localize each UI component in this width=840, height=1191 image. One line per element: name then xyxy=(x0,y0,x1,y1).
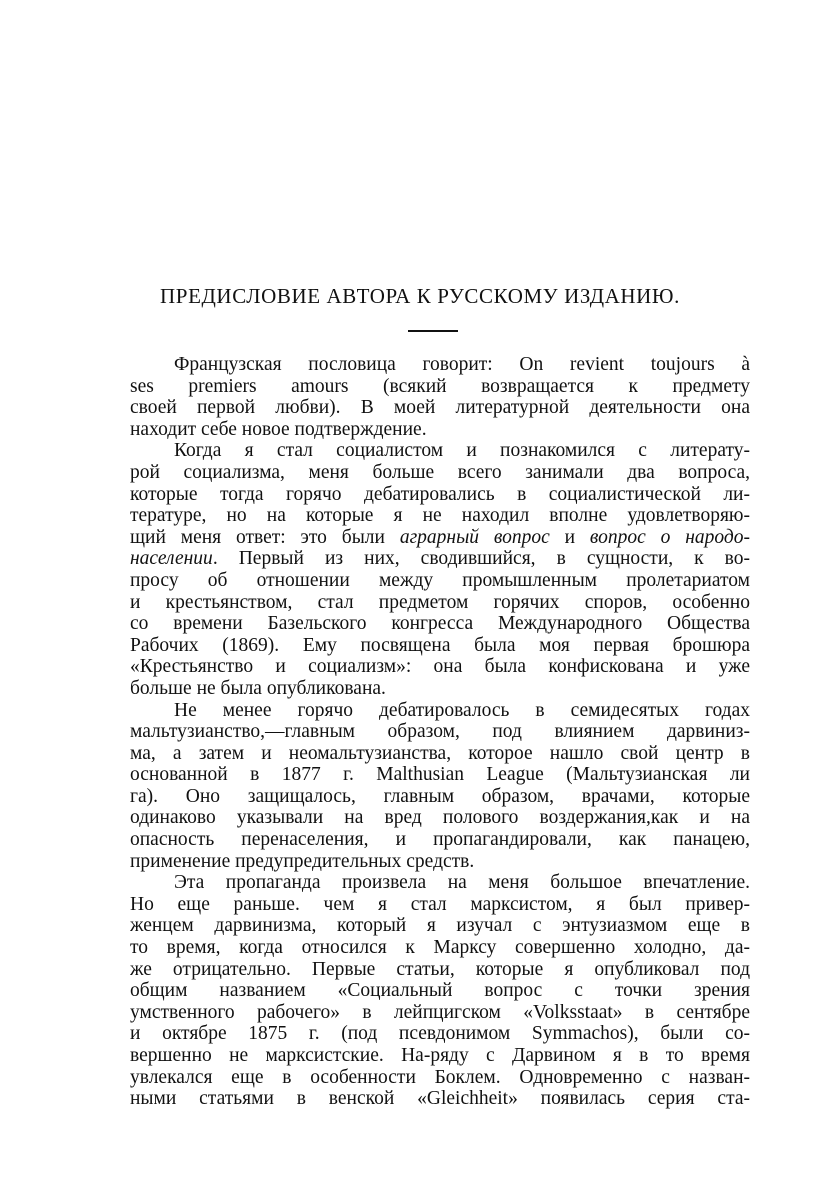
text-line xyxy=(130,376,750,398)
line-text: со времени Базельского конгресса Международного Общества xyxy=(130,613,750,635)
line-text: то время, когда относился к Марксу совершенно холодно, да- xyxy=(130,937,750,959)
text-line xyxy=(130,592,750,614)
line-text: просу об отношении между промышленным пролетариатом xyxy=(130,569,750,591)
line-text: женцем дарвинизма, который я изучал с энтузиазмом еще в xyxy=(130,915,750,937)
line-text: больше не была опубликована. xyxy=(130,677,386,699)
text-line xyxy=(130,721,750,743)
line-text: ма, а затем и неомальтузианства, которое нашло свой центр в xyxy=(130,742,750,764)
text-line xyxy=(130,872,750,894)
italic-text: вопрос о народо- xyxy=(589,526,750,548)
text-line xyxy=(130,548,750,570)
text-line xyxy=(130,764,750,786)
text-line xyxy=(130,1023,750,1045)
text-line xyxy=(130,743,750,765)
line-text: и крестьянством, стал предметом горячих споров, особенно xyxy=(130,591,750,613)
line-text: щий меня ответ: это были xyxy=(130,526,400,548)
line-text: тературе, но на которые я не находил вполне удовлетворяю- xyxy=(130,505,750,527)
line-text: своей первой любви). В моей литературной деятельности она xyxy=(130,397,750,419)
line-text: одинаково указывали на вред полового воздержания,как и на xyxy=(130,807,750,829)
text-line xyxy=(130,635,750,657)
line-text: мальтузианство,—главным образом, под влиянием дарвиниз- xyxy=(130,721,750,743)
line-text: Но еще раньше. чем я стал марксистом, я был привер- xyxy=(130,893,750,915)
text-line xyxy=(130,829,750,851)
text-line xyxy=(130,894,750,916)
text-line xyxy=(130,1088,750,1110)
line-text: находит себе новое подтверждение. xyxy=(130,418,427,440)
text-line xyxy=(130,807,750,829)
text-line xyxy=(130,397,750,419)
preface-body xyxy=(130,354,750,1110)
text-line xyxy=(130,915,750,937)
text-line xyxy=(130,786,750,808)
italic-text: населении xyxy=(130,548,213,570)
text-line xyxy=(130,959,750,981)
line-text: ses premiers amours (всякий возвращается к предмету xyxy=(130,375,750,397)
line-text: и октябре 1875 г. (под псевдонимом Symmachos), были со- xyxy=(130,1023,750,1045)
line-text: Когда я стал социалистом и познакомился с литерату- xyxy=(174,440,750,462)
text-line xyxy=(130,980,750,1002)
text-line xyxy=(130,613,750,635)
text-line xyxy=(130,570,750,592)
line-text: увлекался еще в особенности Боклем. Одновременно с назван- xyxy=(130,1066,750,1088)
line-text: ными статьями в венской «Gleichheit» появилась серия ста- xyxy=(130,1088,750,1110)
line-text: основанной в 1877 г. Malthusian League (Мальтузианская ли xyxy=(130,764,750,786)
text-line xyxy=(130,462,750,484)
text-line xyxy=(130,527,750,549)
italic-text: аграрный вопрос xyxy=(399,526,550,548)
text-line xyxy=(130,937,750,959)
text-line xyxy=(130,484,750,506)
page-title: ПРЕДИСЛОВИЕ АВТОРА К РУССКОМУ ИЗДАНИЮ. xyxy=(160,284,680,308)
text-line xyxy=(130,419,750,441)
text-line xyxy=(130,656,750,678)
text-line xyxy=(130,700,750,722)
line-text: применение предупредительных средств. xyxy=(130,850,475,872)
line-text: Не менее горячо дебатировалось в семидесятых годах xyxy=(174,699,750,721)
line-text: Рабочих (1869). Ему посвящена была моя первая брошюра xyxy=(130,634,750,656)
line-text: «Крестьянство и социализм»: она была конфискована и уже xyxy=(130,656,750,678)
text-line xyxy=(130,1067,750,1089)
line-text: Французская пословица говорит: On revient toujours à xyxy=(174,354,750,375)
text-line xyxy=(130,505,750,527)
text-line xyxy=(130,1002,750,1024)
line-text: и xyxy=(549,526,590,548)
line-text: же отрицательно. Первые статьи, которые я опубликовал под xyxy=(130,958,750,980)
line-text: вершенно не марксистские. На-ряду с Дарвином я в то время xyxy=(130,1045,750,1066)
line-text: опасность перенаселения, и пропагандировали, как панацею, xyxy=(130,829,750,851)
line-text: общим названием «Социальный вопрос с точки зрения xyxy=(130,980,750,1002)
text-line xyxy=(130,1045,750,1067)
line-text: которые тогда горячо дебатировались в социалистической ли- xyxy=(130,483,750,505)
text-line xyxy=(130,440,750,462)
text-line xyxy=(130,851,750,873)
text-line xyxy=(130,354,750,376)
text-line xyxy=(130,678,750,700)
line-text: Эта пропаганда произвела на меня большое впечатление. xyxy=(174,872,750,894)
line-text: га). Оно защищалось, главным образом, врачами, которые xyxy=(130,785,750,807)
title-divider xyxy=(408,330,458,332)
line-text: рой социализма, меня больше всего занимали два вопроса, xyxy=(130,461,750,483)
line-text: умственного рабочего» в лейпцигском «Volksstaat» в сентябре xyxy=(130,1001,750,1023)
line-text: . Первый из них, сводившийся, в сущности, к во- xyxy=(212,548,750,570)
